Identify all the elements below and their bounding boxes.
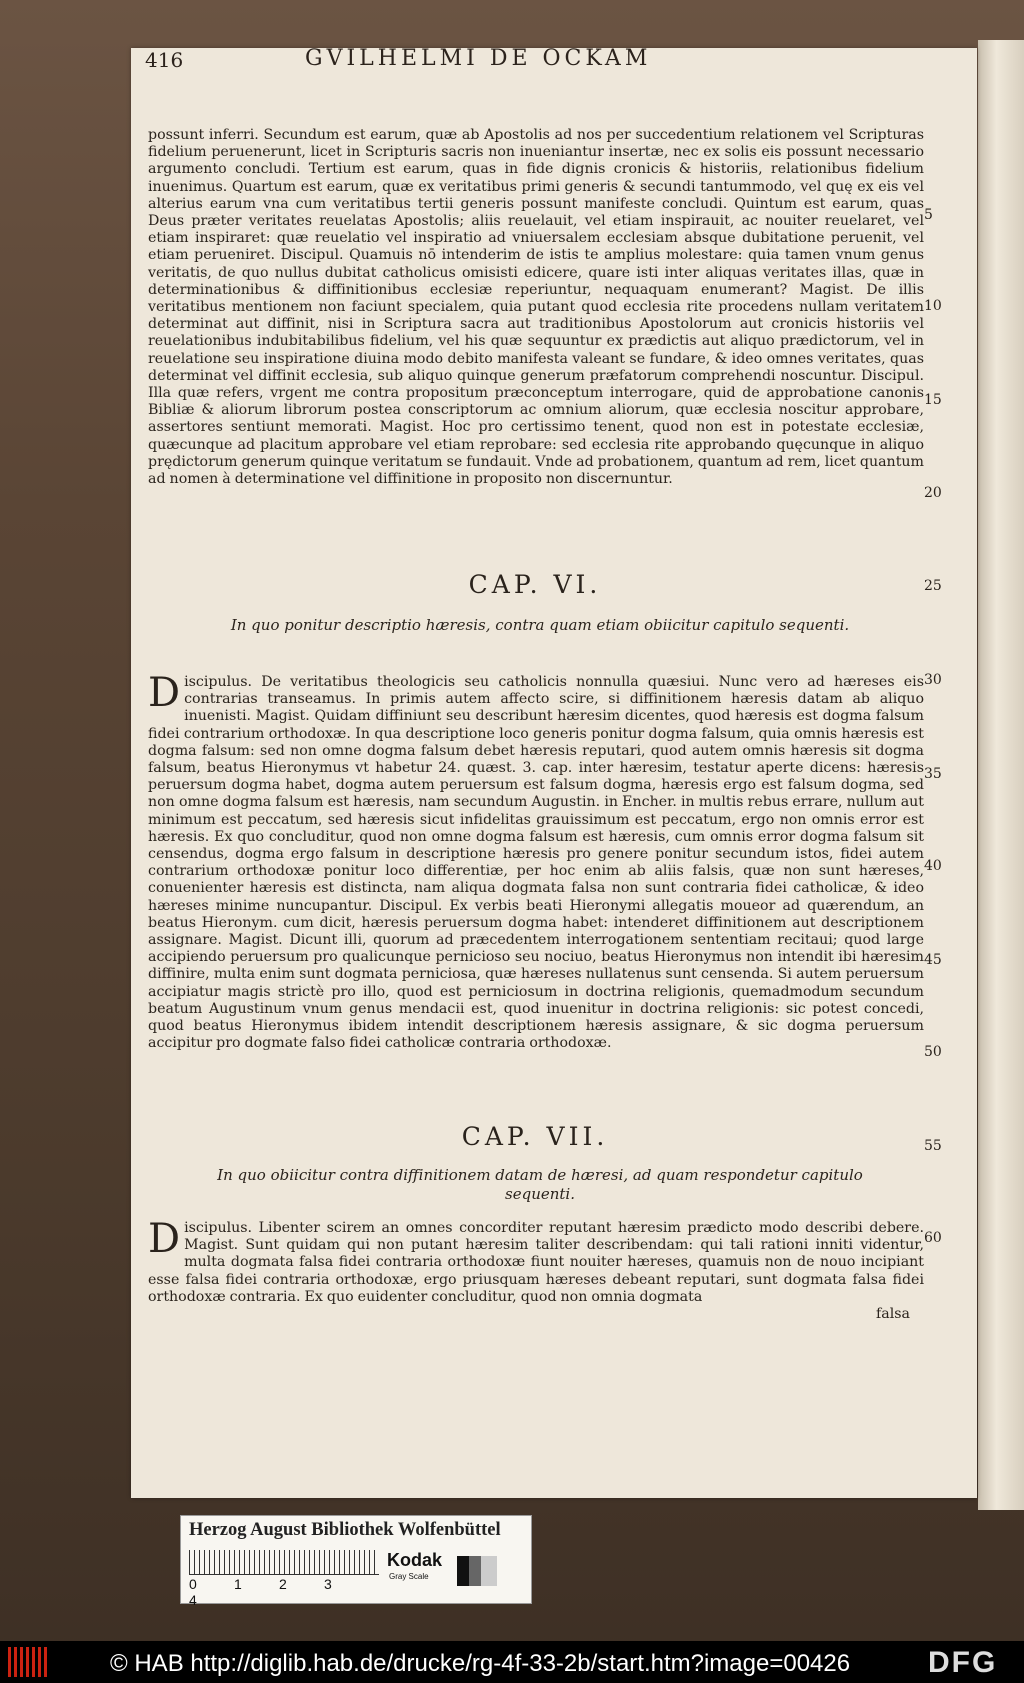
top-text-block — [148, 127, 924, 488]
line-number: 30 — [924, 672, 942, 688]
paragraph: possunt inferri. Secundum est earum, quæ ab Apostolis ad nos per succedentium relationem vel Scripturas fidelium peruenerunt, licet in Scripturis sacris non inueniantur insertæ, nec ex solis eis possunt necessario argumento concludi. Tertium est earum, quas in fide dignis cronicis & historiis, relationibus fidelium inuenimus. Quartum est earum, quæ ex veritatibus primi generis & secundi tantummodo, vel quę ex eis vel alterius earum vna cum veritatibus tertii generis possunt manifeste concludi. Quintum est earum, quas Deus præter veritates reuelatas Apostolis; aliis reuelauit, vel etiam inspirauit, ac nouiter reuelaret, vel etiam inspiraret: quæ reuelatio vel inspiratio ad vniuersalem ecclesiam absque dubitatione peruenit, vel etiam perueniret. Discipul. Quamuis nō intenderim de istis te amplius molestare: quia tamen vnum genus veritatis, de quo nullus dubitat catholicus omisisti edicere, quare isti inter aliquas veritates illas, quæ in determinationibus & diffinitionibus ecclesiæ reperiuntur, nequaquam enumerant? Magist. De illis veritatibus mentionem non faciunt specialem, quia putant quod ecclesia rite procedens nullam veritatem determinat aut diffinit, nisi in Scriptura sacra aut traditionibus Apostolorum aut cronicis historiis vel reuelationibus indubitabilibus fidelium, vel his quæ sequuntur ex prædictis aut aliquo prædictorum, vel in reuelatione seu inspiratione diuina modo debito manifesta valeant se fundare, & ideo omnes veritates, quas determinat vel diffinit ecclesia, sub aliquo quinque generum præfatorum comprehendi noscuntur. Discipul. Illa quæ refers, vrgent me contra propositum præconceptum interrogare, quid de approbatione canonis Bibliæ & aliorum librorum postea conscriptorum ac omnium aliorum, quæ ecclesia noscitur approbare, assertores sentiunt memorati. Magist. Hoc pro certissimo tenent, quod non est in potestate ecclesiæ, quæcunque ad placitum approbare vel etiam reprobare: sed ecclesia rite approbando quęcunque in aliquo prędictorum generum quinque veritatum se fundauit. Vnde ad probationem, quantum ad rem, licet quantum ad nomen à determinatione vel diffinitione in proposito non discernuntur. — [148, 127, 924, 488]
line-number: 35 — [924, 766, 942, 782]
line-number: 15 — [924, 392, 942, 408]
running-title: GVILHELMI DE OCKAM — [305, 46, 652, 71]
hab-logo-icon — [8, 1647, 48, 1677]
line-number: 55 — [924, 1138, 942, 1154]
chapter-6-subtitle: In quo ponitur descriptio hæresis, contra quam etiam obiicitur capitulo sequenti. — [230, 616, 850, 634]
line-number: 60 — [924, 1230, 942, 1246]
line-number: 25 — [924, 578, 942, 594]
line-number: 45 — [924, 952, 942, 968]
library-name: Herzog August Bibliothek Wolfenbüttel — [189, 1520, 501, 1540]
gray-scale-swatch — [457, 1556, 497, 1586]
line-number: 40 — [924, 858, 942, 874]
dropcap: D — [148, 1216, 181, 1262]
dropcap: D — [148, 670, 181, 716]
facing-page-edge — [978, 40, 1024, 1510]
line-number: 5 — [924, 207, 933, 223]
line-number: 20 — [924, 485, 942, 501]
chapter-6-text — [148, 670, 924, 1052]
line-number: 50 — [924, 1044, 942, 1060]
kodak-logo: Kodak — [387, 1550, 443, 1570]
chapter-7-subtitle: In quo obiicitur contra diffinitionem datam de hæresi, ad quam respondetur capitulo sequenti. — [217, 1166, 863, 1203]
scale-ruler — [189, 1550, 379, 1575]
chapter-7-title: CAP. VII. — [461, 1122, 609, 1151]
ruler-numbers: 0 1 2 34 — [189, 1576, 332, 1608]
chapter-7-text — [148, 1216, 924, 1323]
paragraph: iscipulus. Libenter scirem an omnes concorditer reputant hæresim prædicto modo describi debere. Magist. Sunt quidam qui non putant hæresim taliter describendam: qui tali rationi inniti videntur, multa dogmata falsa fidei contraria orthodoxæ fiunt nouiter hæreses, quamuis non de nouo incipiant esse falsa fidei contraria orthodoxæ, ergo priusquam hæreses debeant reputari, sunt dogmata falsa fidei orthodoxæ contraria. Ex quo euidenter concluditur, quod non omnia dogmata — [148, 1220, 924, 1305]
footer-copyright-link[interactable]: © HAB http://diglib.hab.de/drucke/rg-4f-33-2b/start.htm?image=00426 — [110, 1650, 851, 1677]
line-number: 10 — [924, 298, 942, 314]
page-number: 416 — [145, 48, 184, 72]
chapter-6-title: CAP. VI. — [468, 570, 602, 599]
footer-bar — [0, 1641, 1024, 1683]
dfg-logo: DFG — [928, 1646, 998, 1679]
library-label-card — [180, 1515, 532, 1608]
paragraph: iscipulus. De veritatibus theologicis seu catholicis nonnulla quæsiui. Nunc vero ad hæreses eis contrarias transeamus. In primis autem affecto scire, si diffinitionem hæresis datam ab aliquo inuenisti. Magist. Quidam diffiniunt seu describunt hæresim dicentes, quod hæresis est dogma falsum fidei contrarium orthodoxæ. In qua descriptione loco generis ponitur dogma falsum, quia omnis hæresis est dogma falsum: sed non omne dogma falsum debet hæresis reputari, quod autem omnis hæresis sit dogma falsum, beatus Hieronymus vt habetur 24. quæst. 3. cap. inter hæresim, testatur aperte dicens: hæresis peruersum dogma habet, dogma autem peruersum est falsum dogma, hæresis ergo est falsum dogma, sed non omne dogma falsum est hæresis, nam secundum Augustin. in Encher. in multis rebus errare, nullum aut minimum est peccatum, sed hæresis sicut infidelitas grauissimum est peccatum, ergo non omnis error est hæresis. Ex quo concluditur, quod non omne dogma falsum est hæresis, cum omnis error dogma falsum sit censendus, dogma ergo falsum in descriptione hæresis pro genere ponitur secundum istos, fidei autem contrarium orthodoxæ ponitur loco differentiæ, per hoc enim ab aliis falsis, quæ non sunt hæreses, conuenienter hæresis est distincta, nam aliqua dogmata falsa non sunt contraria fidei catholicæ, & ideo hæreses minime nuncupantur. Discipul. Ex verbis beati Hieronymi allegatis moueor ad quærendum, an beatus Hieronym. cum dicit, hæresis peruersum dogma habet: intenderet diffinitionem aut descriptionem assignare. Magist. Dicunt illi, quorum ad præcedentem interrogationem sententiam recitaui; quod large accipiendo peruersum pro qualicunque pernicioso seu nociuo, beatus Hieronymus non intendit ibi hæresim diffinire, multa enim sunt dogmata perniciosa, quæ hæreses nullatenus sunt censenda. Si autem peruersum accipiatur magis strictè pro illo, quod est perniciosum in doctrina religionis, quemadmodum secundum beatum Augustinum vnum genus mendacii est, quod inuenitur in doctrina religionis: sic potest concedi, quod beatus Hieronymus ibidem intendit descriptionem hæresis assignare, & sic dogma peruersum accipitur pro dogmate falso fidei catholicæ contraria orthodoxæ. — [148, 674, 924, 1052]
catchword: falsa — [876, 1306, 910, 1323]
gray-scale-label: Gray Scale — [389, 1572, 429, 1581]
page-header — [145, 46, 785, 76]
